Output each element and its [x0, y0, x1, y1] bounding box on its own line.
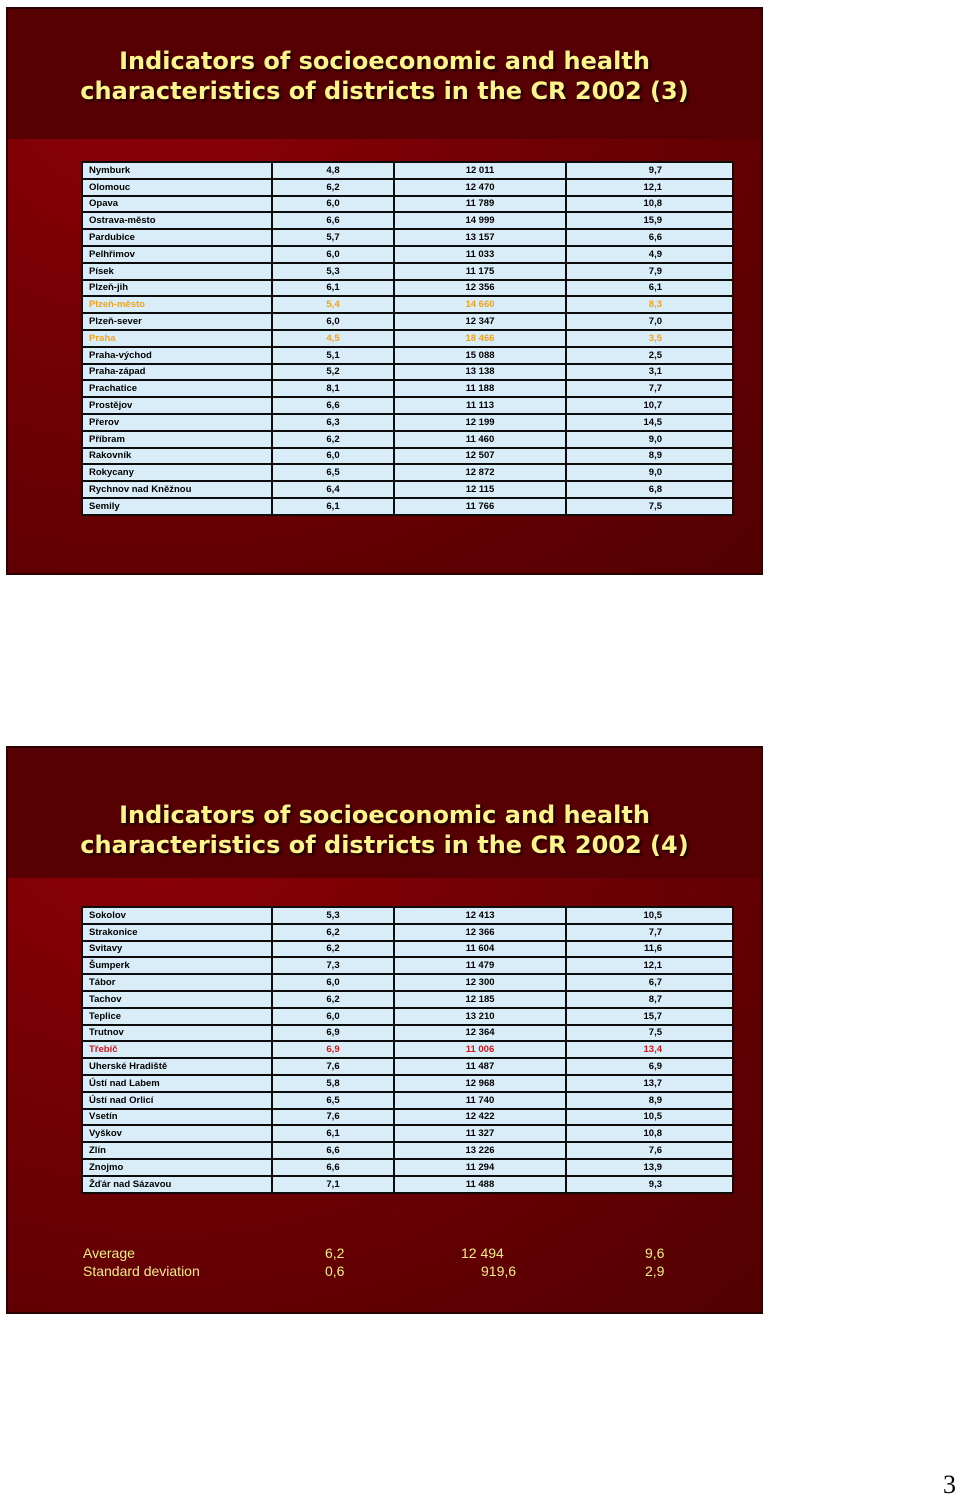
- value1-cell: 6,0: [272, 246, 394, 263]
- stddev-v2: 919,6: [481, 1263, 517, 1279]
- table-row: [82, 1025, 733, 1042]
- value1-cell: 6,0: [272, 974, 394, 991]
- district-cell: Zlín: [82, 1142, 272, 1159]
- value2-cell: 12 470: [394, 179, 566, 196]
- value3-cell: 7,7: [566, 380, 733, 397]
- district-cell: Teplice: [82, 1008, 272, 1025]
- value3-cell: 14,5: [566, 414, 733, 431]
- value1-cell: 6,2: [272, 179, 394, 196]
- value3-cell: 3,1: [566, 364, 733, 381]
- value3-cell: 4,9: [566, 246, 733, 263]
- value1-cell: 6,0: [272, 196, 394, 213]
- table-row: [82, 313, 733, 330]
- slide-4: [6, 746, 763, 1314]
- value3-cell: 10,8: [566, 196, 733, 213]
- value1-cell: 7,6: [272, 1109, 394, 1126]
- value1-cell: 8,1: [272, 380, 394, 397]
- stddev-label: Standard deviation: [83, 1263, 200, 1279]
- value1-cell: 5,4: [272, 296, 394, 313]
- average-v3: 9,6: [645, 1245, 665, 1261]
- slide-title-line1: Indicators of socioeconomic and health: [119, 47, 650, 75]
- value3-cell: 6,8: [566, 481, 733, 498]
- table-row: [82, 481, 733, 498]
- value2-cell: 12 356: [394, 280, 566, 297]
- value2-cell: 12 413: [394, 907, 566, 924]
- value3-cell: 7,6: [566, 1142, 733, 1159]
- table-row: [82, 1159, 733, 1176]
- value1-cell: 5,1: [272, 347, 394, 364]
- table-row: [82, 448, 733, 465]
- value2-cell: 11 006: [394, 1041, 566, 1058]
- value3-cell: 3,5: [566, 330, 733, 347]
- district-cell: Svitavy: [82, 941, 272, 958]
- district-cell: Tábor: [82, 974, 272, 991]
- value2-cell: 12 011: [394, 162, 566, 179]
- district-cell: Prostějov: [82, 397, 272, 414]
- value1-cell: 6,9: [272, 1025, 394, 1042]
- district-cell: Trutnov: [82, 1025, 272, 1042]
- value3-cell: 6,9: [566, 1058, 733, 1075]
- table-row: [82, 196, 733, 213]
- value2-cell: 12 347: [394, 313, 566, 330]
- value3-cell: 7,9: [566, 263, 733, 280]
- value2-cell: 11 487: [394, 1058, 566, 1075]
- district-cell: Rokycany: [82, 464, 272, 481]
- value3-cell: 12,1: [566, 179, 733, 196]
- value3-cell: 7,5: [566, 1025, 733, 1042]
- table-row: [82, 1109, 733, 1126]
- value1-cell: 5,8: [272, 1075, 394, 1092]
- slide-title: [8, 800, 761, 860]
- value1-cell: 6,0: [272, 448, 394, 465]
- table-row: [82, 941, 733, 958]
- value3-cell: 12,1: [566, 957, 733, 974]
- value1-cell: 7,6: [272, 1058, 394, 1075]
- slide-3: [6, 7, 763, 575]
- value2-cell: 12 115: [394, 481, 566, 498]
- value1-cell: 6,1: [272, 280, 394, 297]
- table-row: [82, 924, 733, 941]
- value1-cell: 5,3: [272, 907, 394, 924]
- table-row: [82, 380, 733, 397]
- value2-cell: 14 999: [394, 212, 566, 229]
- district-cell: Strakonice: [82, 924, 272, 941]
- table-row: [82, 229, 733, 246]
- value3-cell: 11,6: [566, 941, 733, 958]
- district-cell: Praha: [82, 330, 272, 347]
- district-cell: Rychnov nad Kněžnou: [82, 481, 272, 498]
- value1-cell: 6,6: [272, 397, 394, 414]
- district-cell: Tachov: [82, 991, 272, 1008]
- value3-cell: 10,5: [566, 1109, 733, 1126]
- slide-title-line2: characteristics of districts in the CR 2002 (4): [80, 831, 689, 859]
- average-label: Average: [83, 1245, 135, 1261]
- value1-cell: 4,8: [272, 162, 394, 179]
- value3-cell: 9,0: [566, 464, 733, 481]
- value2-cell: 12 968: [394, 1075, 566, 1092]
- district-cell: Olomouc: [82, 179, 272, 196]
- value2-cell: 12 366: [394, 924, 566, 941]
- page-number: 3: [943, 1470, 956, 1499]
- value2-cell: 11 740: [394, 1092, 566, 1109]
- value3-cell: 8,3: [566, 296, 733, 313]
- stddev-v1: 0,6: [325, 1263, 345, 1279]
- table-row: [82, 1008, 733, 1025]
- district-cell: Nymburk: [82, 162, 272, 179]
- district-cell: Pelhřimov: [82, 246, 272, 263]
- value2-cell: 11 033: [394, 246, 566, 263]
- district-cell: Plzeň-jih: [82, 280, 272, 297]
- value2-cell: 12 364: [394, 1025, 566, 1042]
- average-v2: 12 494: [461, 1245, 504, 1261]
- district-cell: Písek: [82, 263, 272, 280]
- value1-cell: 6,4: [272, 481, 394, 498]
- value1-cell: 6,1: [272, 1125, 394, 1142]
- value1-cell: 5,2: [272, 364, 394, 381]
- district-cell: Plzeň-město: [82, 296, 272, 313]
- value1-cell: 5,3: [272, 263, 394, 280]
- district-cell: Uherské Hradiště: [82, 1058, 272, 1075]
- table-row: [82, 263, 733, 280]
- value2-cell: 11 113: [394, 397, 566, 414]
- slide-title-line1: Indicators of socioeconomic and health: [119, 801, 650, 829]
- district-cell: Ostrava-město: [82, 212, 272, 229]
- value1-cell: 6,0: [272, 1008, 394, 1025]
- districts-table: [81, 906, 734, 1194]
- district-cell: Přerov: [82, 414, 272, 431]
- value3-cell: 10,8: [566, 1125, 733, 1142]
- table-row: [82, 179, 733, 196]
- value1-cell: 6,9: [272, 1041, 394, 1058]
- value1-cell: 6,1: [272, 498, 394, 515]
- district-cell: Příbram: [82, 431, 272, 448]
- table-row: [82, 957, 733, 974]
- table-row: [82, 498, 733, 515]
- value2-cell: 11 789: [394, 196, 566, 213]
- district-cell: Třebíč: [82, 1041, 272, 1058]
- value3-cell: 6,1: [566, 280, 733, 297]
- district-cell: Opava: [82, 196, 272, 213]
- table-row: [82, 280, 733, 297]
- value2-cell: 11 327: [394, 1125, 566, 1142]
- table-row: [82, 464, 733, 481]
- district-cell: Vyškov: [82, 1125, 272, 1142]
- table-row: [82, 1041, 733, 1058]
- value3-cell: 7,5: [566, 498, 733, 515]
- district-cell: Plzeň-sever: [82, 313, 272, 330]
- value3-cell: 15,7: [566, 1008, 733, 1025]
- value1-cell: 7,3: [272, 957, 394, 974]
- table-row: [82, 1125, 733, 1142]
- value2-cell: 14 660: [394, 296, 566, 313]
- district-cell: Pardubice: [82, 229, 272, 246]
- value1-cell: 5,7: [272, 229, 394, 246]
- table-row: [82, 212, 733, 229]
- value2-cell: 18 466: [394, 330, 566, 347]
- value1-cell: 6,5: [272, 464, 394, 481]
- value2-cell: 11 479: [394, 957, 566, 974]
- table-row: [82, 246, 733, 263]
- value3-cell: 7,7: [566, 924, 733, 941]
- table-row: [82, 974, 733, 991]
- value1-cell: 6,6: [272, 212, 394, 229]
- district-cell: Prachatice: [82, 380, 272, 397]
- table-row: [82, 330, 733, 347]
- value1-cell: 6,2: [272, 991, 394, 1008]
- value2-cell: 12 300: [394, 974, 566, 991]
- value3-cell: 9,0: [566, 431, 733, 448]
- value2-cell: 13 226: [394, 1142, 566, 1159]
- value1-cell: 6,0: [272, 313, 394, 330]
- value3-cell: 8,9: [566, 1092, 733, 1109]
- value2-cell: 13 157: [394, 229, 566, 246]
- value2-cell: 13 210: [394, 1008, 566, 1025]
- value2-cell: 11 188: [394, 380, 566, 397]
- value1-cell: 6,2: [272, 941, 394, 958]
- value3-cell: 9,3: [566, 1176, 733, 1193]
- table-row: [82, 364, 733, 381]
- district-cell: Sokolov: [82, 907, 272, 924]
- value3-cell: 10,7: [566, 397, 733, 414]
- value2-cell: 11 488: [394, 1176, 566, 1193]
- value3-cell: 9,7: [566, 162, 733, 179]
- district-cell: Ústí nad Orlicí: [82, 1092, 272, 1109]
- value2-cell: 12 422: [394, 1109, 566, 1126]
- value2-cell: 11 294: [394, 1159, 566, 1176]
- slide-title: [8, 46, 761, 106]
- value3-cell: 13,4: [566, 1041, 733, 1058]
- table-row: [82, 1092, 733, 1109]
- value1-cell: 6,2: [272, 431, 394, 448]
- value2-cell: 11 460: [394, 431, 566, 448]
- value3-cell: 2,5: [566, 347, 733, 364]
- value3-cell: 6,7: [566, 974, 733, 991]
- value2-cell: 15 088: [394, 347, 566, 364]
- value3-cell: 13,7: [566, 1075, 733, 1092]
- value2-cell: 12 199: [394, 414, 566, 431]
- district-cell: Praha-východ: [82, 347, 272, 364]
- district-cell: Semily: [82, 498, 272, 515]
- table-row: [82, 431, 733, 448]
- value2-cell: 11 766: [394, 498, 566, 515]
- value1-cell: 6,5: [272, 1092, 394, 1109]
- value1-cell: 7,1: [272, 1176, 394, 1193]
- table-row: [82, 1176, 733, 1193]
- districts-table: [81, 161, 734, 516]
- table-row: [82, 907, 733, 924]
- stddev-v3: 2,9: [645, 1263, 665, 1279]
- value3-cell: 6,6: [566, 229, 733, 246]
- value3-cell: 8,9: [566, 448, 733, 465]
- table-row: [82, 1058, 733, 1075]
- value2-cell: 12 872: [394, 464, 566, 481]
- value2-cell: 11 175: [394, 263, 566, 280]
- value2-cell: 13 138: [394, 364, 566, 381]
- value1-cell: 4,5: [272, 330, 394, 347]
- district-cell: Praha-západ: [82, 364, 272, 381]
- value3-cell: 15,9: [566, 212, 733, 229]
- value1-cell: 6,3: [272, 414, 394, 431]
- table-row: [82, 347, 733, 364]
- district-cell: Znojmo: [82, 1159, 272, 1176]
- district-cell: Rakovník: [82, 448, 272, 465]
- district-cell: Žďár nad Sázavou: [82, 1176, 272, 1193]
- value2-cell: 12 507: [394, 448, 566, 465]
- value2-cell: 12 185: [394, 991, 566, 1008]
- table-row: [82, 1075, 733, 1092]
- value2-cell: 11 604: [394, 941, 566, 958]
- value1-cell: 6,2: [272, 924, 394, 941]
- value3-cell: 7,0: [566, 313, 733, 330]
- table-row: [82, 414, 733, 431]
- average-v1: 6,2: [325, 1245, 345, 1261]
- district-cell: Vsetín: [82, 1109, 272, 1126]
- value3-cell: 13,9: [566, 1159, 733, 1176]
- table-row: [82, 1142, 733, 1159]
- value1-cell: 6,6: [272, 1142, 394, 1159]
- district-cell: Ústí nad Labem: [82, 1075, 272, 1092]
- table-row: [82, 162, 733, 179]
- value1-cell: 6,6: [272, 1159, 394, 1176]
- district-cell: Šumperk: [82, 957, 272, 974]
- value3-cell: 8,7: [566, 991, 733, 1008]
- table-row: [82, 397, 733, 414]
- table-row: [82, 991, 733, 1008]
- slide-title-line2: characteristics of districts in the CR 2002 (3): [80, 77, 689, 105]
- value3-cell: 10,5: [566, 907, 733, 924]
- table-row: [82, 296, 733, 313]
